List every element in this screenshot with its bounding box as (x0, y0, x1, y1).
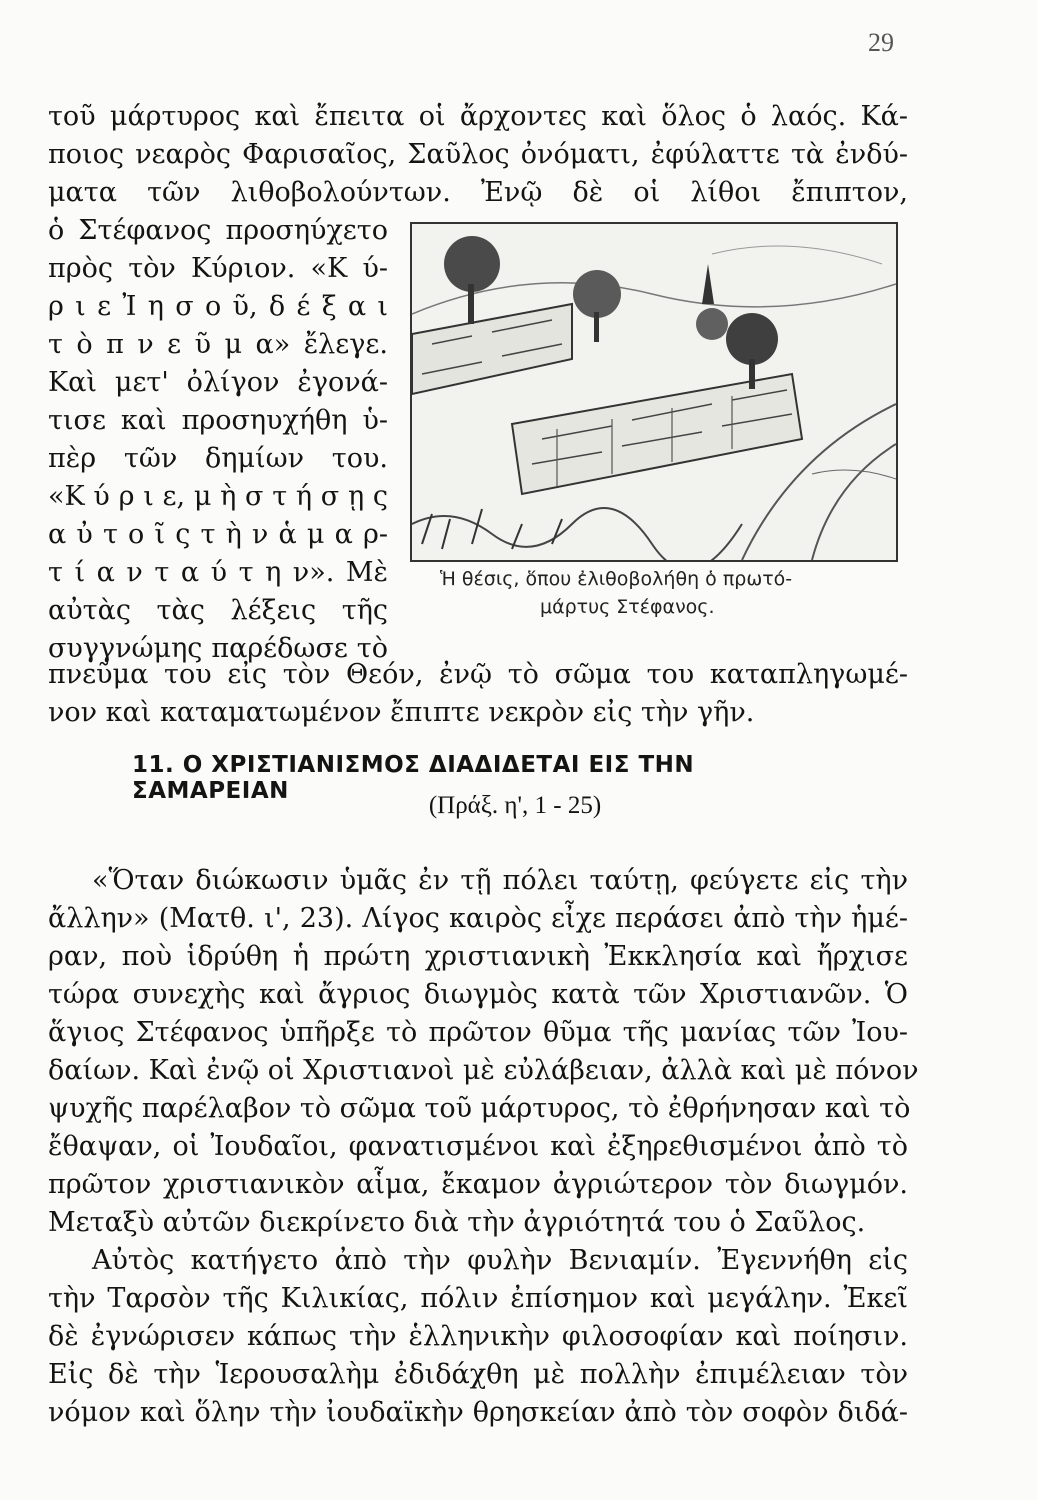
text-line: Καὶ μετ' ὀλίγον ἐγονά- (48, 367, 388, 398)
text-line: αὐτὰς τὰς λέξεις τῆς (48, 595, 388, 626)
text-line: δὲ ἐγνώρισεν κάπως τὴν ἑλληνικὴν φιλοσοφίαν καὶ ποίησιν. (48, 1321, 908, 1352)
text-line: ψυχῆς παρέλαβον τὸ σῶμα τοῦ μάρτυρος, τὸ ἐθρήνησαν καὶ τὸ (48, 1093, 911, 1124)
text-line: ματα τῶν λιθοβολούντων. Ἐνῷ δὲ οἱ λίθοι ἔπιπτον, (48, 177, 908, 208)
text-line: πρῶτον χριστιανικὸν αἷμα, ἔκαμον ἀγριώτερον τὸν διωγμόν. (48, 1169, 908, 1200)
text-line: νον καὶ καταματωμένον ἔπιπτε νεκρὸν εἰς τὴν γῆν. (48, 697, 755, 728)
text-line: Αὐτὸς κατήγετο ἀπὸ τὴν φυλὴν Βενιαμίν. Ἐγεννήθη εἰς (92, 1245, 908, 1276)
text-line: δαίων. Καὶ ἐνῷ οἱ Χριστιανοὶ μὲ εὐλάβειαν, ἀλλὰ καὶ μὲ πόνον (48, 1055, 919, 1086)
text-line: νόμον καὶ ὅλην τὴν ἰουδαϊκὴν θρησκείαν ἀπὸ τὸν σοφὸν διδά- (48, 1397, 908, 1428)
text-line: τ ί α ν τ α ύ τ η ν». Μὲ (48, 557, 388, 588)
text-line: τώρα συνεχὴς καὶ ἄγριος διωγμὸς κατὰ τῶν Χριστιανῶν. Ὁ (48, 979, 908, 1010)
text-line: πρὸς τὸν Κύριον. «Κ ύ- (48, 253, 388, 284)
scripture-reference: (Πράξ. η', 1 - 25) (428, 792, 602, 819)
text-line: ὁ Στέφανος προσηύχετο (48, 215, 388, 246)
text-line: ρ ι ε Ἰ η σ ο ῦ, δ έ ξ α ι (48, 291, 388, 322)
stoning-site-illustration (410, 222, 898, 562)
text-line: τὴν Ταρσὸν τῆς Κιλικίας, πόλιν ἐπίσημον καὶ μεγάλην. Ἐκεῖ (48, 1283, 908, 1314)
text-line: συγγνώμης παρέδωσε τὸ (48, 633, 388, 664)
text-line: πνεῦμα του εἰς τὸν Θεόν, ἐνῷ τὸ σῶμα του καταπληγωμέ- (48, 659, 908, 690)
text-line: ραν, ποὺ ἱδρύθη ἡ πρώτη χριστιανικὴ Ἐκκλησία καὶ ἤρχισε (48, 941, 908, 972)
text-line: «Κ ύ ρ ι ε, μ ὴ σ τ ή σ ῃ ς (48, 481, 388, 512)
text-line: ἔθαψαν, οἱ Ἰουδαῖοι, φανατισμένοι καὶ ἐξηρεθισμένοι ἀπὸ τὸ (48, 1131, 908, 1162)
text-line: τισε καὶ προσηυχήθη ὑ- (48, 405, 388, 436)
page-number: 29 (868, 28, 894, 57)
figure-caption-line: Ἡ θέσις, ὅπου ἐλιθοβολήθη ὁ πρωτό- (440, 568, 793, 590)
text-line: ποιος νεαρὸς Φαρισαῖος, Σαῦλος ὀνόματι, ἐφύλαττε τὰ ἐνδύ- (48, 139, 908, 170)
figure-caption-line: μάρτυς Στέφανος. (540, 596, 715, 618)
text-line: τοῦ μάρτυρος καὶ ἔπειτα οἱ ἄρχοντες καὶ ὅλος ὁ λαός. Κά- (48, 101, 908, 132)
text-line: «Ὅταν διώκωσιν ὑμᾶς ἐν τῇ πόλει ταύτῃ, φεύγετε εἰς τὴν (92, 865, 908, 896)
text-line: α ὐ τ ο ῖ ς τ ὴ ν ἁ μ α ρ- (48, 519, 388, 550)
text-line: Μεταξὺ αὐτῶν διεκρίνετο διὰ τὴν ἀγριότητά του ὁ Σαῦλος. (48, 1207, 866, 1238)
text-line: ἄλλην» (Ματθ. ι', 23). Λίγος καιρὸς εἶχε περάσει ἀπὸ τὴν ἡμέ- (48, 903, 908, 934)
text-line: τ ὸ π ν ε ῦ μ α» ἔλεγε. (48, 329, 388, 360)
section-heading: 11. Ο ΧΡΙΣΤΙΑΝΙΣΜΟΣ ΔΙΑΔΙΔΕΤΑΙ ΕΙΣ ΤΗΝ ΣΑΜΑΡΕΙΑΝ (132, 752, 695, 804)
text-line: Εἰς δὲ τὴν Ἱερουσαλὴμ ἐδιδάχθη μὲ πολλὴν ἐπιμέλειαν τὸν (48, 1359, 908, 1390)
text-line: πὲρ τῶν δημίων του. (48, 443, 388, 474)
text-line: ἅγιος Στέφανος ὑπῆρξε τὸ πρῶτον θῦμα τῆς μανίας τῶν Ἰου- (48, 1017, 908, 1048)
